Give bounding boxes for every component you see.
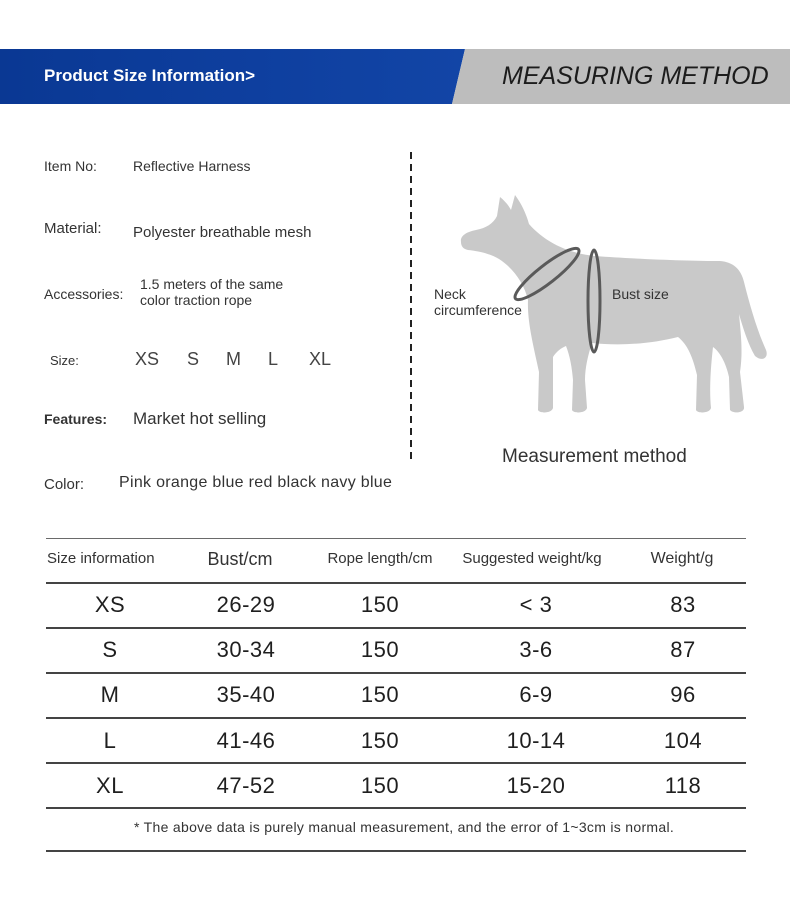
table-rule xyxy=(46,672,746,674)
neck-label-line-2: circumference xyxy=(434,302,522,318)
cell-rope-length: 150 xyxy=(360,682,400,707)
cell-weight: 104 xyxy=(663,728,703,753)
item-no-label: Item No: xyxy=(44,158,97,174)
cell-size: M xyxy=(100,682,120,707)
table-row xyxy=(0,591,790,619)
cell-suggested-weight: 3-6 xyxy=(519,637,553,662)
table-header-row xyxy=(0,548,790,570)
cell-size: S xyxy=(102,637,118,662)
cell-bust: 30-34 xyxy=(216,637,276,662)
accessories-value-line-1: 1.5 meters of the same xyxy=(140,276,284,292)
table-row xyxy=(0,772,790,800)
measurement-footnote: * The above data is purely manual measurement, and the error of 1~3cm is normal. xyxy=(134,819,675,835)
cell-rope-length: 150 xyxy=(360,592,400,617)
cell-bust: 41-46 xyxy=(216,728,276,753)
table-rule xyxy=(46,582,746,584)
table-row xyxy=(0,681,790,709)
features-value: Market hot selling xyxy=(133,409,267,428)
item-no-value: Reflective Harness xyxy=(133,158,251,174)
cell-suggested-weight: 6-9 xyxy=(519,682,553,707)
cell-weight: 87 xyxy=(670,637,696,662)
cell-weight: 96 xyxy=(670,682,696,707)
cell-bust: 35-40 xyxy=(216,682,276,707)
header-suggested-weight: Suggested weight/kg xyxy=(462,550,602,567)
cell-weight: 83 xyxy=(670,592,696,617)
bust-size-label: Bust size xyxy=(612,286,669,302)
color-label: Color: xyxy=(44,476,85,493)
size-option-xs: XS xyxy=(135,349,160,369)
material-label: Material: xyxy=(44,220,102,237)
table-rule xyxy=(46,850,746,852)
size-option-xl: XL xyxy=(309,349,332,369)
size-option-l: L xyxy=(268,349,279,369)
features-label: Features: xyxy=(44,411,108,427)
cell-rope-length: 150 xyxy=(360,773,400,798)
material-value: Polyester breathable mesh xyxy=(133,224,312,241)
cell-suggested-weight: 15-20 xyxy=(506,773,566,798)
measurement-method-caption: Measurement method xyxy=(502,446,687,467)
header-weight: Weight/g xyxy=(650,550,714,567)
product-size-information-title: Product Size Information> xyxy=(44,66,256,85)
table-rule xyxy=(46,717,746,719)
size-option-m: M xyxy=(226,349,241,369)
size-option-s: S xyxy=(187,349,200,369)
header-bust: Bust/cm xyxy=(207,549,273,569)
cell-size: L xyxy=(103,728,117,753)
cell-weight: 118 xyxy=(664,773,702,798)
neck-label-line-1: Neck xyxy=(434,286,466,302)
table-row xyxy=(0,636,790,664)
table-rule xyxy=(46,627,746,629)
cell-rope-length: 150 xyxy=(360,637,400,662)
table-row xyxy=(0,727,790,755)
table-rule xyxy=(46,538,746,539)
dashed-divider xyxy=(410,152,412,460)
header-rope-length: Rope length/cm xyxy=(327,550,433,567)
measuring-method-title: MEASURING METHOD xyxy=(502,62,769,90)
cell-size: XL xyxy=(96,773,124,798)
header-size-information: Size information xyxy=(47,550,155,567)
cell-bust: 47-52 xyxy=(216,773,276,798)
table-rule xyxy=(46,762,746,764)
accessories-value-line-2: color traction rope xyxy=(140,292,253,308)
cell-bust: 26-29 xyxy=(216,592,276,617)
cell-suggested-weight: 10-14 xyxy=(506,728,566,753)
color-value: Pink orange blue red black navy blue xyxy=(119,474,393,491)
cell-suggested-weight: < 3 xyxy=(519,592,553,617)
accessories-label: Accessories: xyxy=(44,286,124,302)
table-rule xyxy=(46,807,746,809)
size-label: Size: xyxy=(50,353,79,368)
cell-rope-length: 150 xyxy=(360,728,400,753)
cell-size: XS xyxy=(94,592,126,617)
